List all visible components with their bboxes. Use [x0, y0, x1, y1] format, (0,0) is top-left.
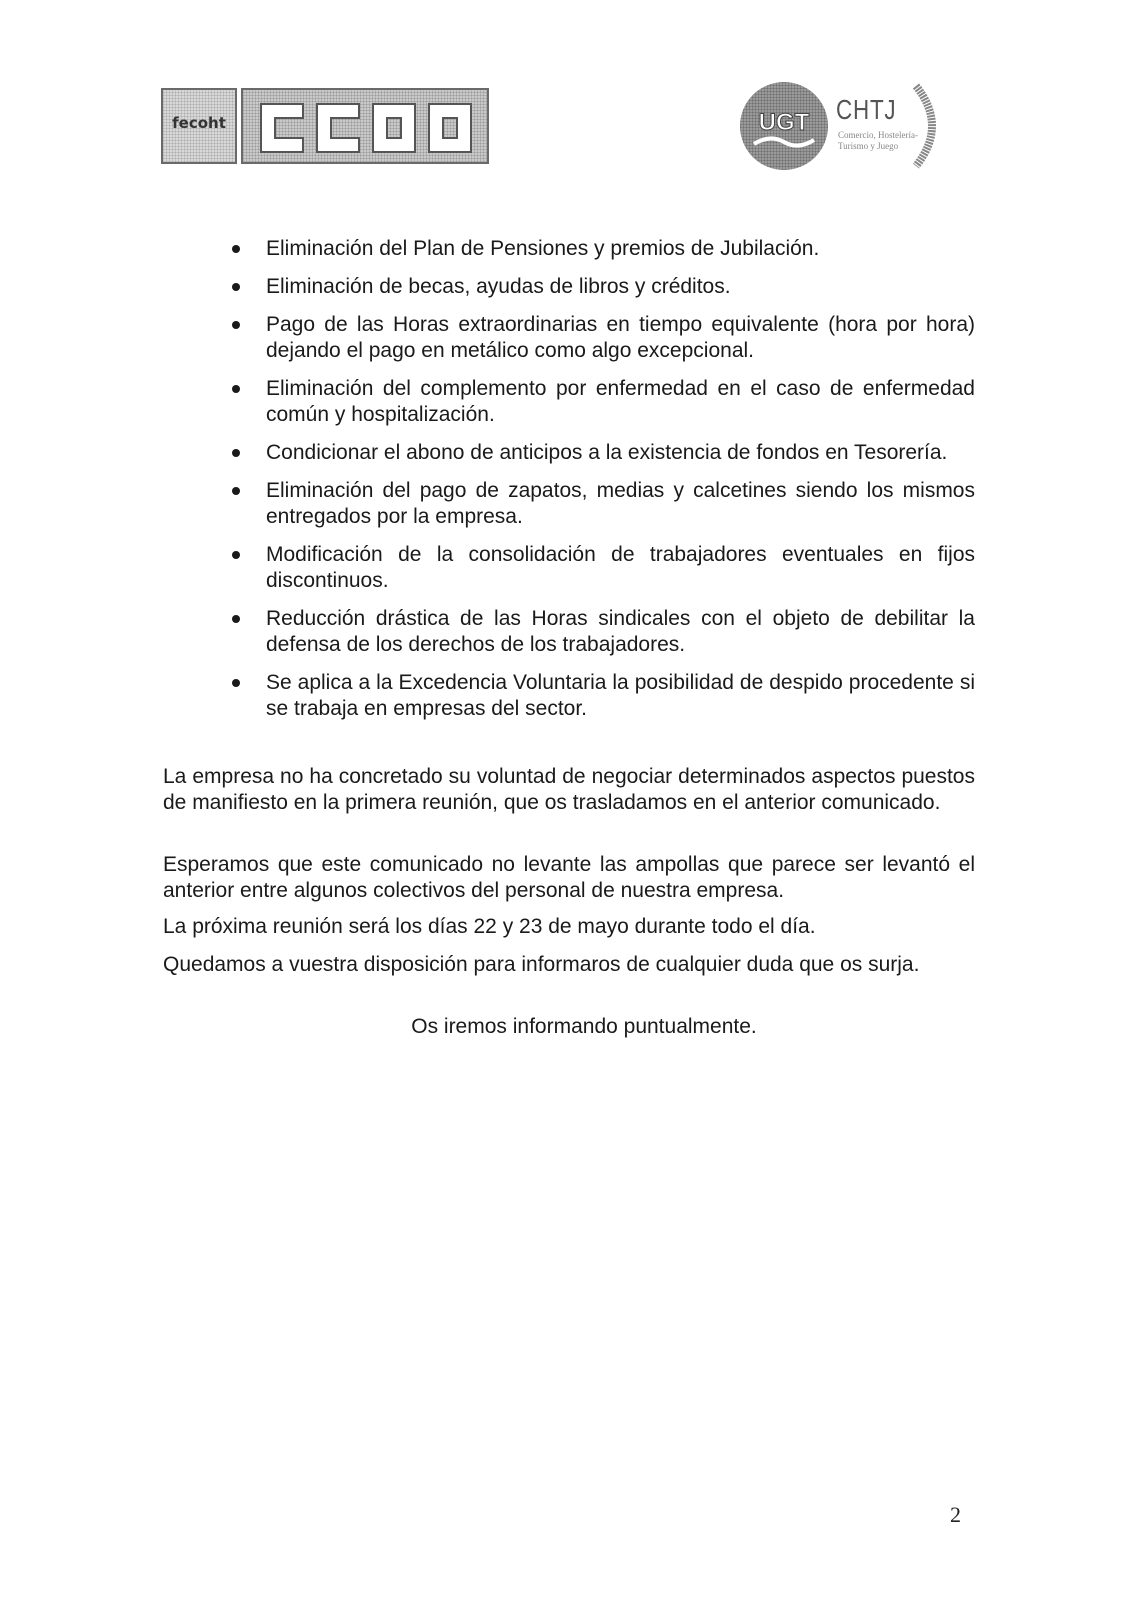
chtj-subtitle: Comercio, Hostelería-Turismo y Juego	[838, 130, 918, 151]
list-item	[230, 606, 975, 658]
list-item	[230, 542, 975, 594]
list-item-text: Pago de las Horas extraordinarias en tiempo equivalente (hora por hora) dejando el pago en metálico como algo excepcional.	[266, 313, 975, 362]
ccoo-letters-graphic	[243, 90, 491, 166]
list-item-text: Eliminación de becas, ayudas de libros y créditos.	[266, 275, 731, 298]
paragraph-communique: Esperamos que este comunicado no levante las ampollas que parece ser levantó el anterior entre algunos colectivos del personal de nuestra empresa.	[163, 853, 975, 902]
list-item-text: Condicionar el abono de anticipos a la existencia de fondos en Tesorería.	[266, 441, 948, 464]
list-item-text: Eliminación del pago de zapatos, medias y calcetines siendo los mismos entregados por la empresa.	[266, 479, 975, 528]
list-item	[230, 274, 975, 300]
bullet-dot-icon	[232, 385, 240, 393]
bullet-dot-icon	[232, 551, 240, 559]
bullet-dot-icon	[232, 321, 240, 329]
chtj-bracket-graphic	[910, 80, 954, 172]
paragraph-availability: Quedamos a vuestra disposición para informaros de cualquier duda que os surja.	[163, 953, 920, 976]
bullet-dot-icon	[232, 615, 240, 623]
list-item	[230, 478, 975, 530]
fecoht-logo-text: fecoht	[172, 114, 226, 132]
list-item	[230, 440, 975, 466]
ugt-emblem	[740, 82, 828, 170]
list-item	[230, 312, 975, 364]
ugt-emblem-graphic	[740, 82, 828, 170]
list-item	[230, 670, 975, 722]
list-item-text: Eliminación del Plan de Pensiones y premios de Jubilación.	[266, 237, 820, 260]
list-item-text: Se aplica a la Excedencia Voluntaria la posibilidad de despido procedente si se trabaja en empresas del sector.	[266, 671, 975, 720]
closing-line: Os iremos informando puntualmente.	[411, 1015, 757, 1038]
ugt-emblem-text: UGT	[758, 109, 810, 136]
list-item-text: Modificación de la consolidación de trabajadores eventuales en fijos discontinuos.	[266, 543, 975, 592]
measures-list	[230, 236, 975, 734]
page-number: 2	[950, 1502, 961, 1527]
list-item-text: Reducción drástica de las Horas sindicales con el objeto de debilitar la defensa de los derechos de los trabajadores.	[266, 607, 975, 656]
list-item	[230, 376, 975, 428]
paragraph-negotiation: La empresa no ha concretado su voluntad de negociar determinados aspectos puestos de manifiesto en la primera reunión, que os trasladamos en el anterior comunicado.	[163, 765, 975, 814]
ccoo-logo	[241, 88, 489, 164]
bullet-dot-icon	[232, 679, 240, 687]
paragraph-next-meeting: La próxima reunión será los días 22 y 23 de mayo durante todo el día.	[163, 915, 816, 938]
chtj-title: CHTJ	[836, 94, 897, 125]
bullet-dot-icon	[232, 283, 240, 291]
fecoht-logo	[161, 88, 237, 164]
bullet-dot-icon	[232, 245, 240, 253]
list-item-text: Eliminación del complemento por enfermedad en el caso de enfermedad común y hospitalización.	[266, 377, 975, 426]
bullet-dot-icon	[232, 449, 240, 457]
fecoht-ccoo-logo	[161, 88, 489, 166]
list-item	[230, 236, 975, 262]
ugt-chtj-logo	[740, 80, 956, 172]
bullet-dot-icon	[232, 487, 240, 495]
